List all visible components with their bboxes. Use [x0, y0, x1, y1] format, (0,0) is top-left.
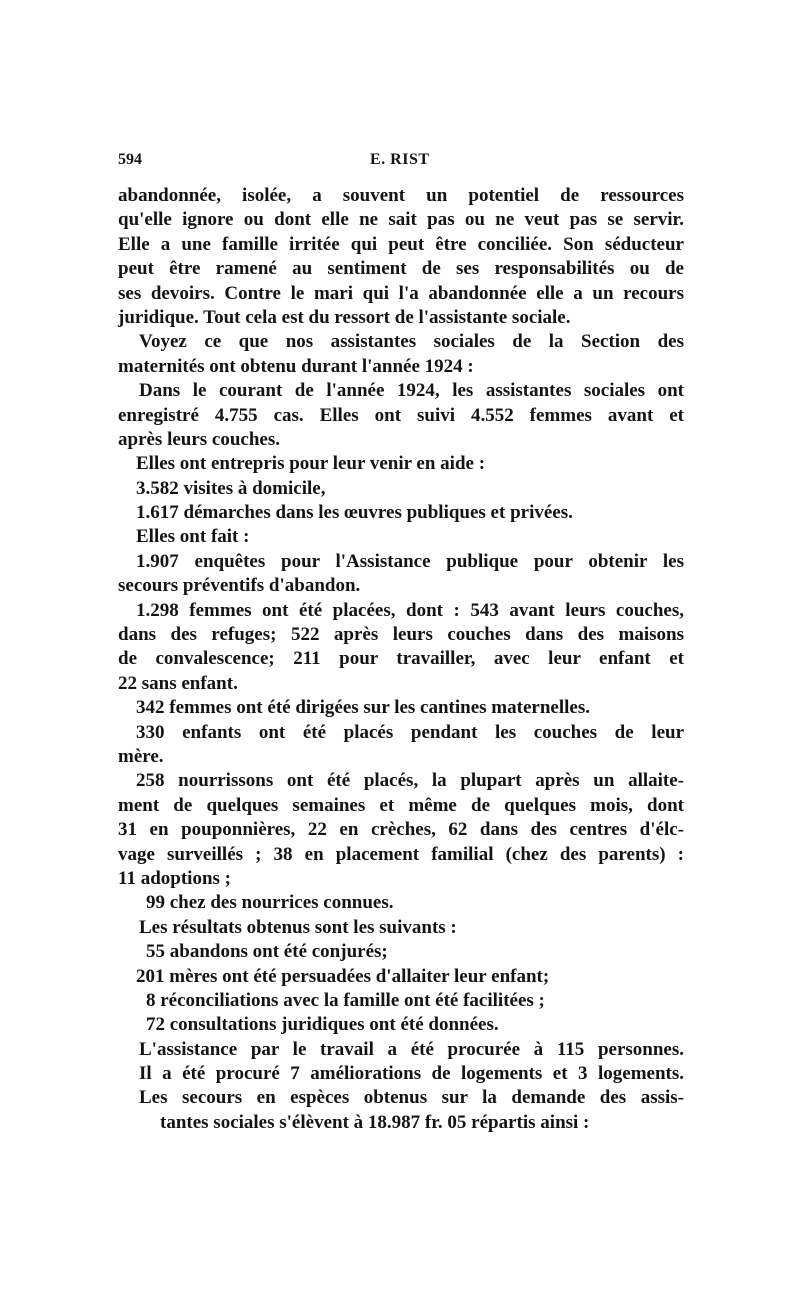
text-line: abandonnée, isolée, a souvent un potentiel de ressources — [118, 185, 684, 206]
text-line: L'assistance par le travail a été procurée à 115 personnes. — [139, 1038, 684, 1060]
text-line: dans des refuges; 522 après leurs couches dans des maisons — [118, 624, 684, 646]
text-line: maternités ont obtenu durant l'année 1924 : — [118, 355, 474, 377]
text-line: ses devoirs. Contre le mari qui l'a abandonnée elle a un recours — [118, 282, 684, 304]
text-line: 3.582 visites à domicile, — [136, 477, 326, 499]
text-line: 22 sans enfant. — [118, 672, 238, 694]
text-line: 258 nourrissons ont été placés, la plupart après un allaite- — [136, 770, 684, 792]
text-line: mère. — [118, 745, 164, 767]
text-line: 1.617 démarches dans les œuvres publiques et privées. — [136, 502, 573, 524]
text-line: Dans le courant de l'année 1924, les assistantes sociales ont — [139, 380, 684, 402]
text-line: 11 adoptions ; — [118, 867, 231, 889]
text-line: 330 enfants ont été placés pendant les couches de leur — [136, 721, 684, 743]
text-line: qu'elle ignore ou dont elle ne sait pas ou ne veut pas se servir. — [118, 209, 684, 231]
text-line: Elles ont entrepris pour leur venir en aide : — [136, 453, 486, 475]
text-line: 1.298 femmes ont été placées, dont : 543 avant leurs couches, — [136, 599, 684, 621]
text-line: ment de quelques semaines et même de quelques mois, dont — [118, 794, 684, 816]
text-line: enregistré 4.755 cas. Elles ont suivi 4.552 femmes avant et — [118, 404, 684, 426]
text-line: Les secours en espèces obtenus sur la demande des assis- — [139, 1087, 684, 1109]
text-line: 201 mères ont été persuadées d'allaiter leur enfant; — [136, 965, 550, 987]
text-line: 342 femmes ont été dirigées sur les cantines maternelles. — [136, 697, 590, 719]
page-number: 594 — [118, 151, 142, 168]
body-text — [118, 184, 684, 1135]
page-header — [118, 151, 682, 173]
text-line: Elle a une famille irritée qui peut être conciliée. Son séducteur — [118, 233, 684, 255]
text-line: Elles ont fait : — [136, 526, 250, 548]
text-line: Les résultats obtenus sont les suivants : — [139, 916, 457, 938]
text-line: juridique. Tout cela est du ressort de l'assistante sociale. — [118, 306, 571, 328]
text-line: 55 abandons ont été conjurés; — [146, 941, 388, 963]
text-line: après leurs couches. — [118, 428, 281, 450]
text-line: 72 consultations juridiques ont été données. — [146, 1014, 499, 1036]
text-line: Il a été procuré 7 améliorations de logements et 3 logements. — [139, 1063, 684, 1085]
text-line: vage surveillés ; 38 en placement familial (chez des parents) : — [118, 843, 684, 865]
text-line: de convalescence; 211 pour travailler, avec leur enfant et — [118, 648, 684, 670]
running-head: E. RIST — [370, 151, 430, 168]
text-line: Voyez ce que nos assistantes sociales de la Section des — [139, 331, 684, 353]
text-line: secours préventifs d'abandon. — [118, 575, 361, 597]
text-line: 1.907 enquêtes pour l'Assistance publique pour obtenir les — [136, 550, 684, 572]
text-line: peut être ramené au sentiment de ses responsabilités ou de — [118, 258, 684, 280]
text-line: 31 en pouponnières, 22 en crèches, 62 dans des centres d'élc- — [118, 819, 684, 841]
text-line: 99 chez des nourrices connues. — [146, 892, 394, 914]
text-line: tantes sociales s'élèvent à 18.987 fr. 05 répartis ainsi : — [160, 1111, 590, 1133]
text-line: 8 réconciliations avec la famille ont été facilitées ; — [146, 989, 545, 1011]
